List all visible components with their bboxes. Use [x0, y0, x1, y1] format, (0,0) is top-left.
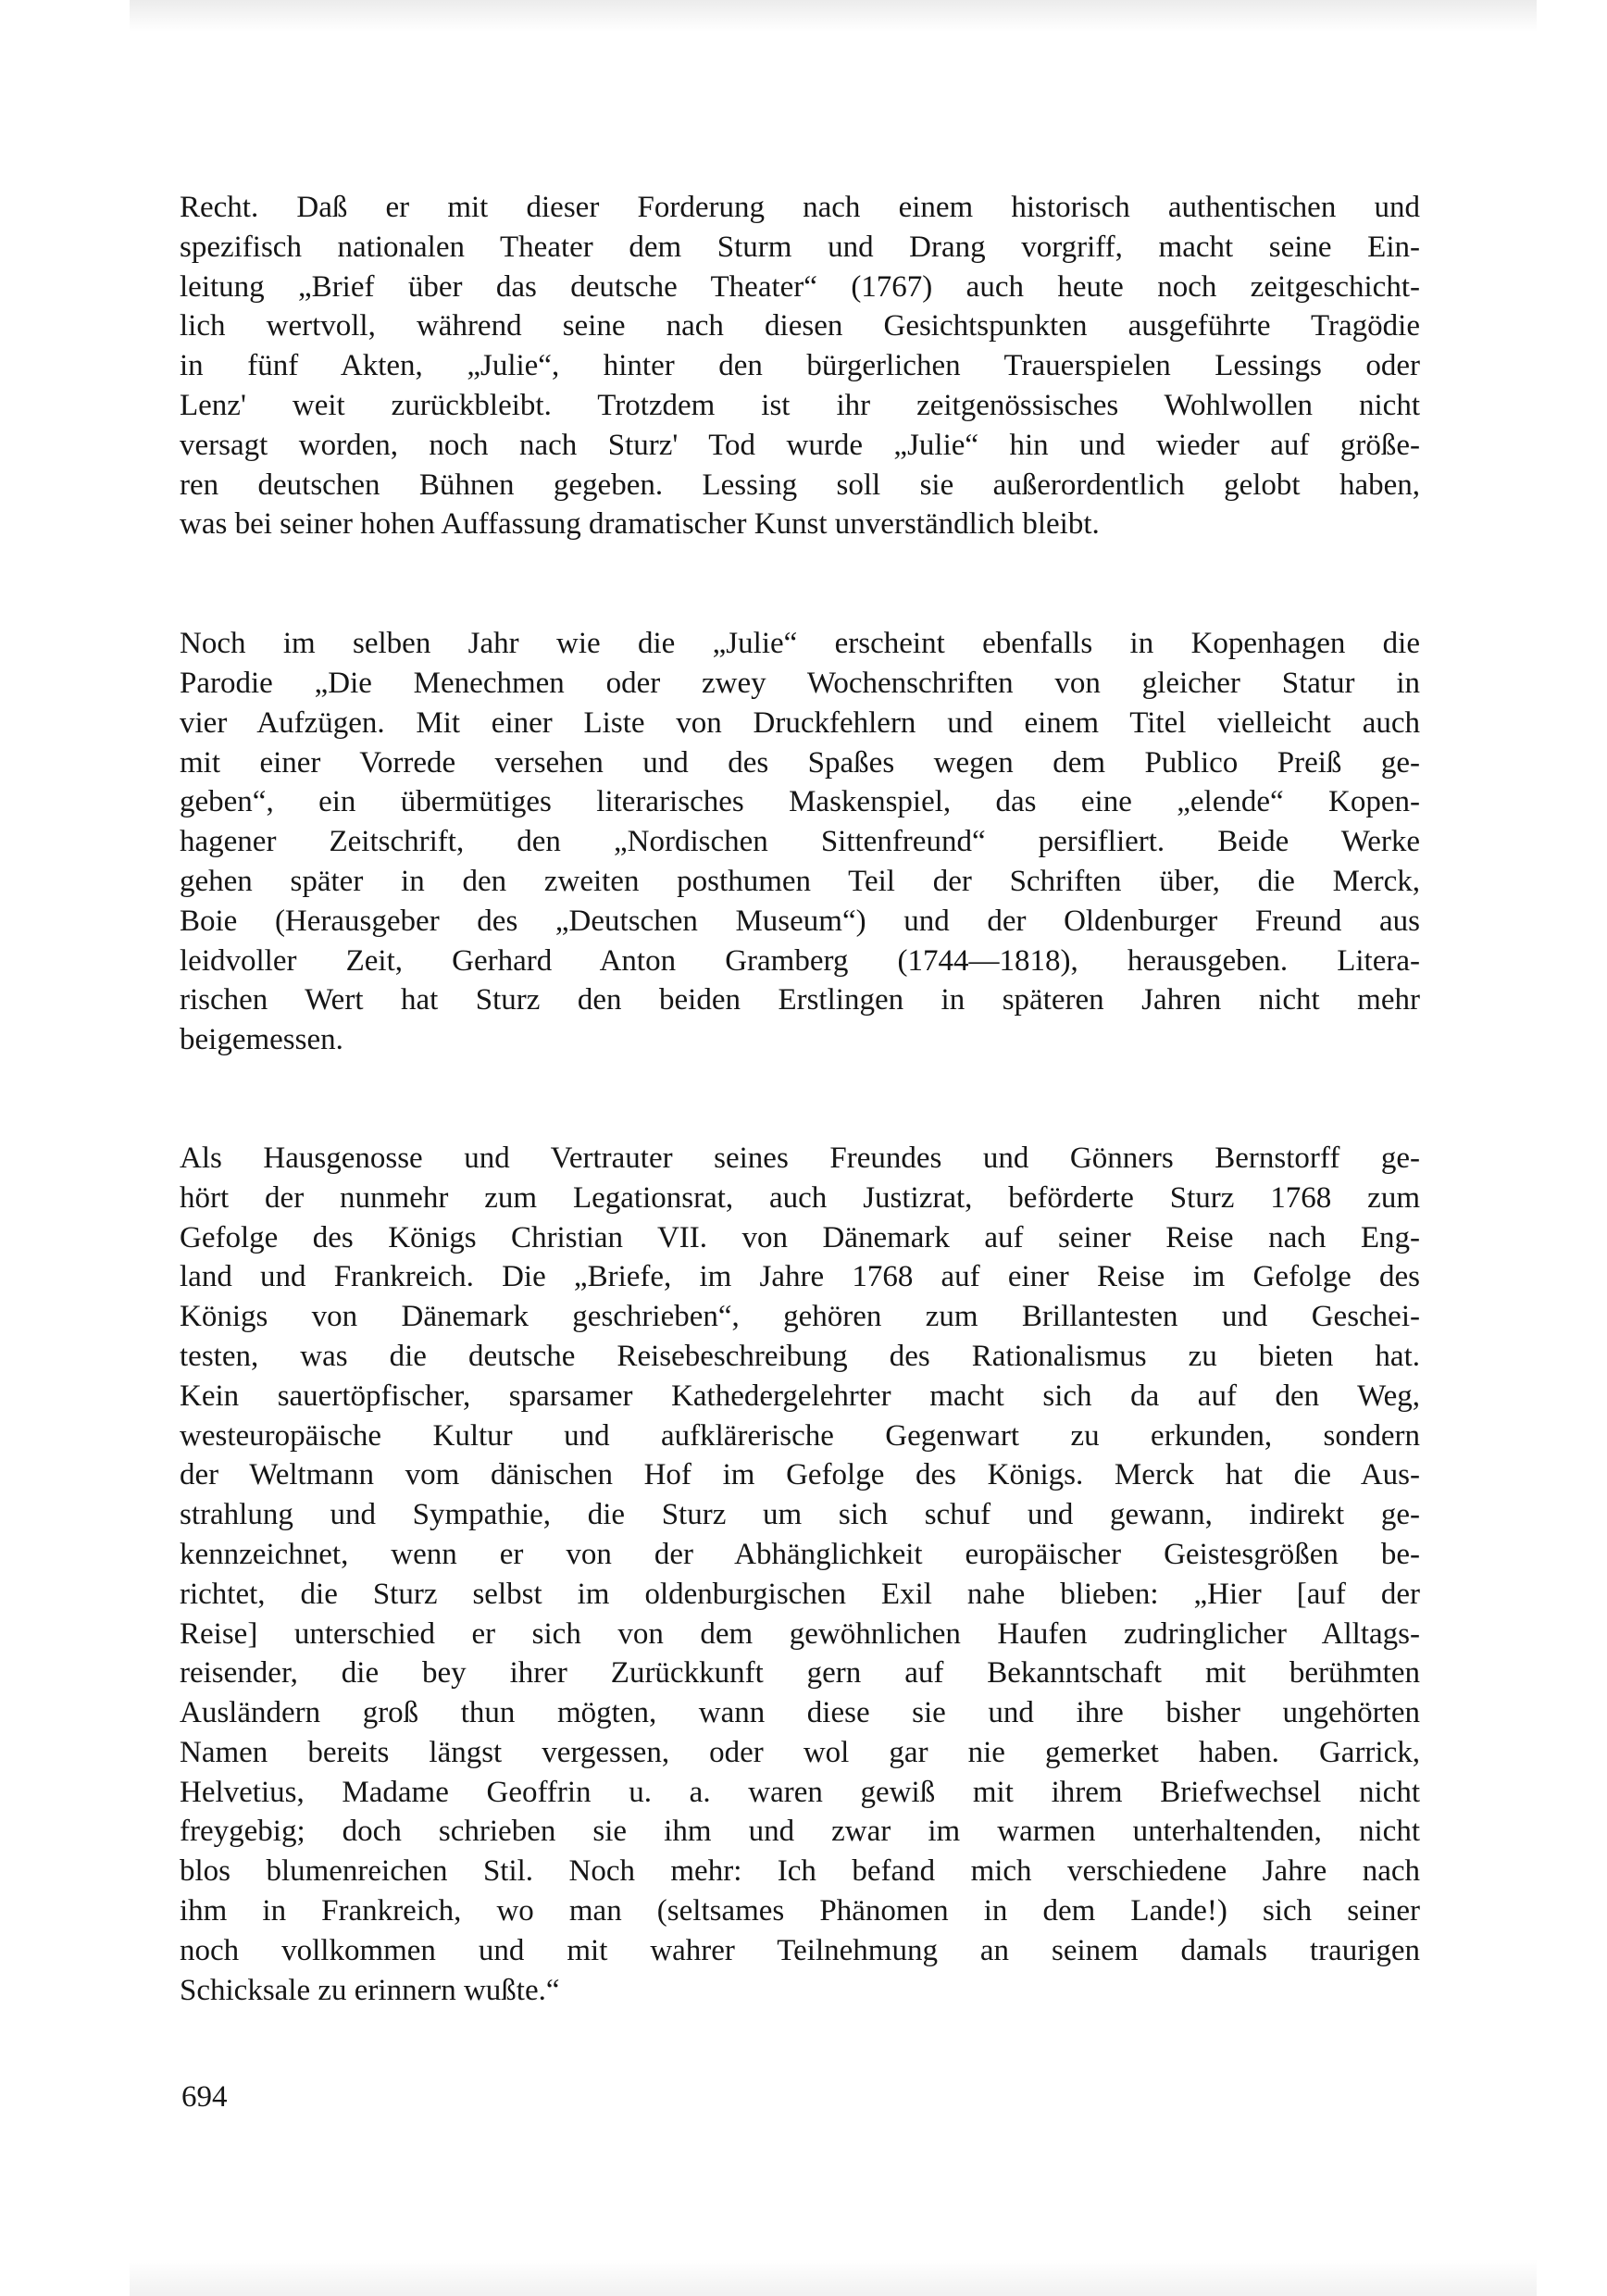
text-line: freygebig; doch schrieben sie ihm und zwar im warmen unterhaltenden, nicht [180, 1815, 1420, 1849]
text-line: Reise] unterschied er sich von dem gewöhnlichen Haufen zudringlicher Alltags- [180, 1616, 1420, 1651]
text-line: geben“, ein übermütiges literarisches Maskenspiel, das eine „elende“ Kopen- [180, 785, 1420, 819]
text-line: strahlung und Sympathie, die Sturz um sich schuf und gewann, indirekt ge- [180, 1498, 1420, 1532]
text-line: noch vollkommen und mit wahrer Teilnehmung an seinem damals traurigen [180, 1933, 1420, 1967]
text-line: Boie (Herausgeber des „Deutschen Museum“) und der Oldenburger Freund aus [180, 904, 1420, 938]
text-line: Namen bereits längst vergessen, oder wol gar nie gemerket haben. Garrick, [180, 1735, 1420, 1769]
text-line: Recht. Daß er mit dieser Forderung nach einem historisch authentischen und [180, 191, 1420, 224]
text-line: hagener Zeitschrift, den „Nordischen Sittenfreund“ persifliert. Beide Werke [180, 825, 1420, 859]
paragraph-2 [180, 624, 1420, 1060]
text-line: beigemessen. [180, 1023, 343, 1057]
text-line: Schicksale zu erinnern wußte.“ [180, 1973, 560, 2007]
text-line: testen, was die deutsche Reisebeschreibung des Rationalismus zu bieten hat. [180, 1339, 1420, 1373]
text-line: westeuropäische Kultur und aufklärerische Gegenwart zu erkunden, sondern [180, 1418, 1420, 1453]
text-line: blos blumenreichen Stil. Noch mehr: Ich befand mich verschiedene Jahre nach [180, 1854, 1420, 1889]
text-line: land und Frankreich. Die „Briefe, im Jahre 1768 auf einer Reise im Gefolge des [180, 1260, 1420, 1294]
text-line: Helvetius, Madame Geoffrin u. a. waren gewiß mit ihrem Briefwechsel nicht [180, 1775, 1420, 1809]
text-line: was bei seiner hohen Auffassung dramatischer Kunst unverständlich bleibt. [180, 507, 1100, 542]
text-line: Lenz' weit zurückbleibt. Trotzdem ist ihr zeitgenössisches Wohlwollen nicht [180, 388, 1420, 422]
text-line: hört der nunmehr zum Legationsrat, auch Justizrat, beförderte Sturz 1768 zum [180, 1180, 1420, 1215]
text-line: Kein sauertöpfischer, sparsamer Kathedergelehrter macht sich da auf den Weg, [180, 1379, 1420, 1413]
scan-shadow-bottom [130, 2259, 1537, 2296]
text-line: Als Hausgenosse und Vertrauter seines Freundes und Gönners Bernstorff ge- [180, 1141, 1420, 1175]
text-line: in fünf Akten, „Julie“, hinter den bürgerlichen Trauerspielen Lessings oder [180, 349, 1420, 383]
text-line: gehen später in den zweiten posthumen Teil der Schriften über, die Merck, [180, 864, 1420, 898]
text-line: reisender, die bey ihrer Zurückkunft gern auf Bekanntschaft mit berühmten [180, 1656, 1420, 1691]
text-line: Gefolge des Königs Christian VII. von Dänemark auf seiner Reise nach Eng- [180, 1220, 1420, 1254]
text-line: vier Aufzügen. Mit einer Liste von Druckfehlern und einem Titel vielleicht auch [180, 705, 1420, 740]
text-line: Noch im selben Jahr wie die „Julie“ erscheint ebenfalls in Kopenhagen die [180, 627, 1420, 661]
body-text [180, 188, 1420, 2010]
scan-shadow-top [130, 0, 1537, 31]
text-line: leitung „Brief über das deutsche Theater“ (1767) auch heute noch zeitgeschicht- [180, 269, 1420, 304]
text-line: Königs von Dänemark geschrieben“, gehören zum Brillantesten und Geschei- [180, 1300, 1420, 1334]
paragraph-1 [180, 188, 1420, 544]
text-line: ihm in Frankreich, wo man (seltsames Phänomen in dem Lande!) sich seiner [180, 1894, 1420, 1928]
text-line: mit einer Vorrede versehen und des Spaßes wegen dem Publico Preiß ge- [180, 745, 1420, 780]
text-line: spezifisch nationalen Theater dem Sturm und Drang vorgriff, macht seine Ein- [180, 230, 1420, 264]
text-line: kennzeichnet, wenn er von der Abhänglichkeit europäischer Geistesgrößen be- [180, 1537, 1420, 1571]
text-line: Ausländern groß thun mögten, wann diese sie und ihre bisher ungehörten [180, 1696, 1420, 1730]
text-line: rischen Wert hat Sturz den beiden Erstlingen in späteren Jahren nicht mehr [180, 983, 1420, 1017]
paragraph-3 [180, 1139, 1420, 2011]
text-line: der Weltmann vom dänischen Hof im Gefolge des Königs. Merck hat die Aus- [180, 1458, 1420, 1492]
text-line: Parodie „Die Menechmen oder zwey Wochenschriften von gleicher Statur in [180, 666, 1420, 700]
page-number: 694 [181, 2080, 228, 2114]
text-line: versagt worden, noch nach Sturz' Tod wurde „Julie“ hin und wieder auf größe- [180, 428, 1420, 462]
text-line: ren deutschen Bühnen gegeben. Lessing soll sie außerordentlich gelobt haben, [180, 468, 1420, 502]
text-line: lich wertvoll, während seine nach diesen Gesichtspunkten ausgeführte Tragödie [180, 309, 1420, 343]
text-line: richtet, die Sturz selbst im oldenburgischen Exil nahe blieben: „Hier [auf der [180, 1577, 1420, 1611]
text-line: leidvoller Zeit, Gerhard Anton Gramberg (1744—1818), herausgeben. Litera- [180, 943, 1420, 978]
